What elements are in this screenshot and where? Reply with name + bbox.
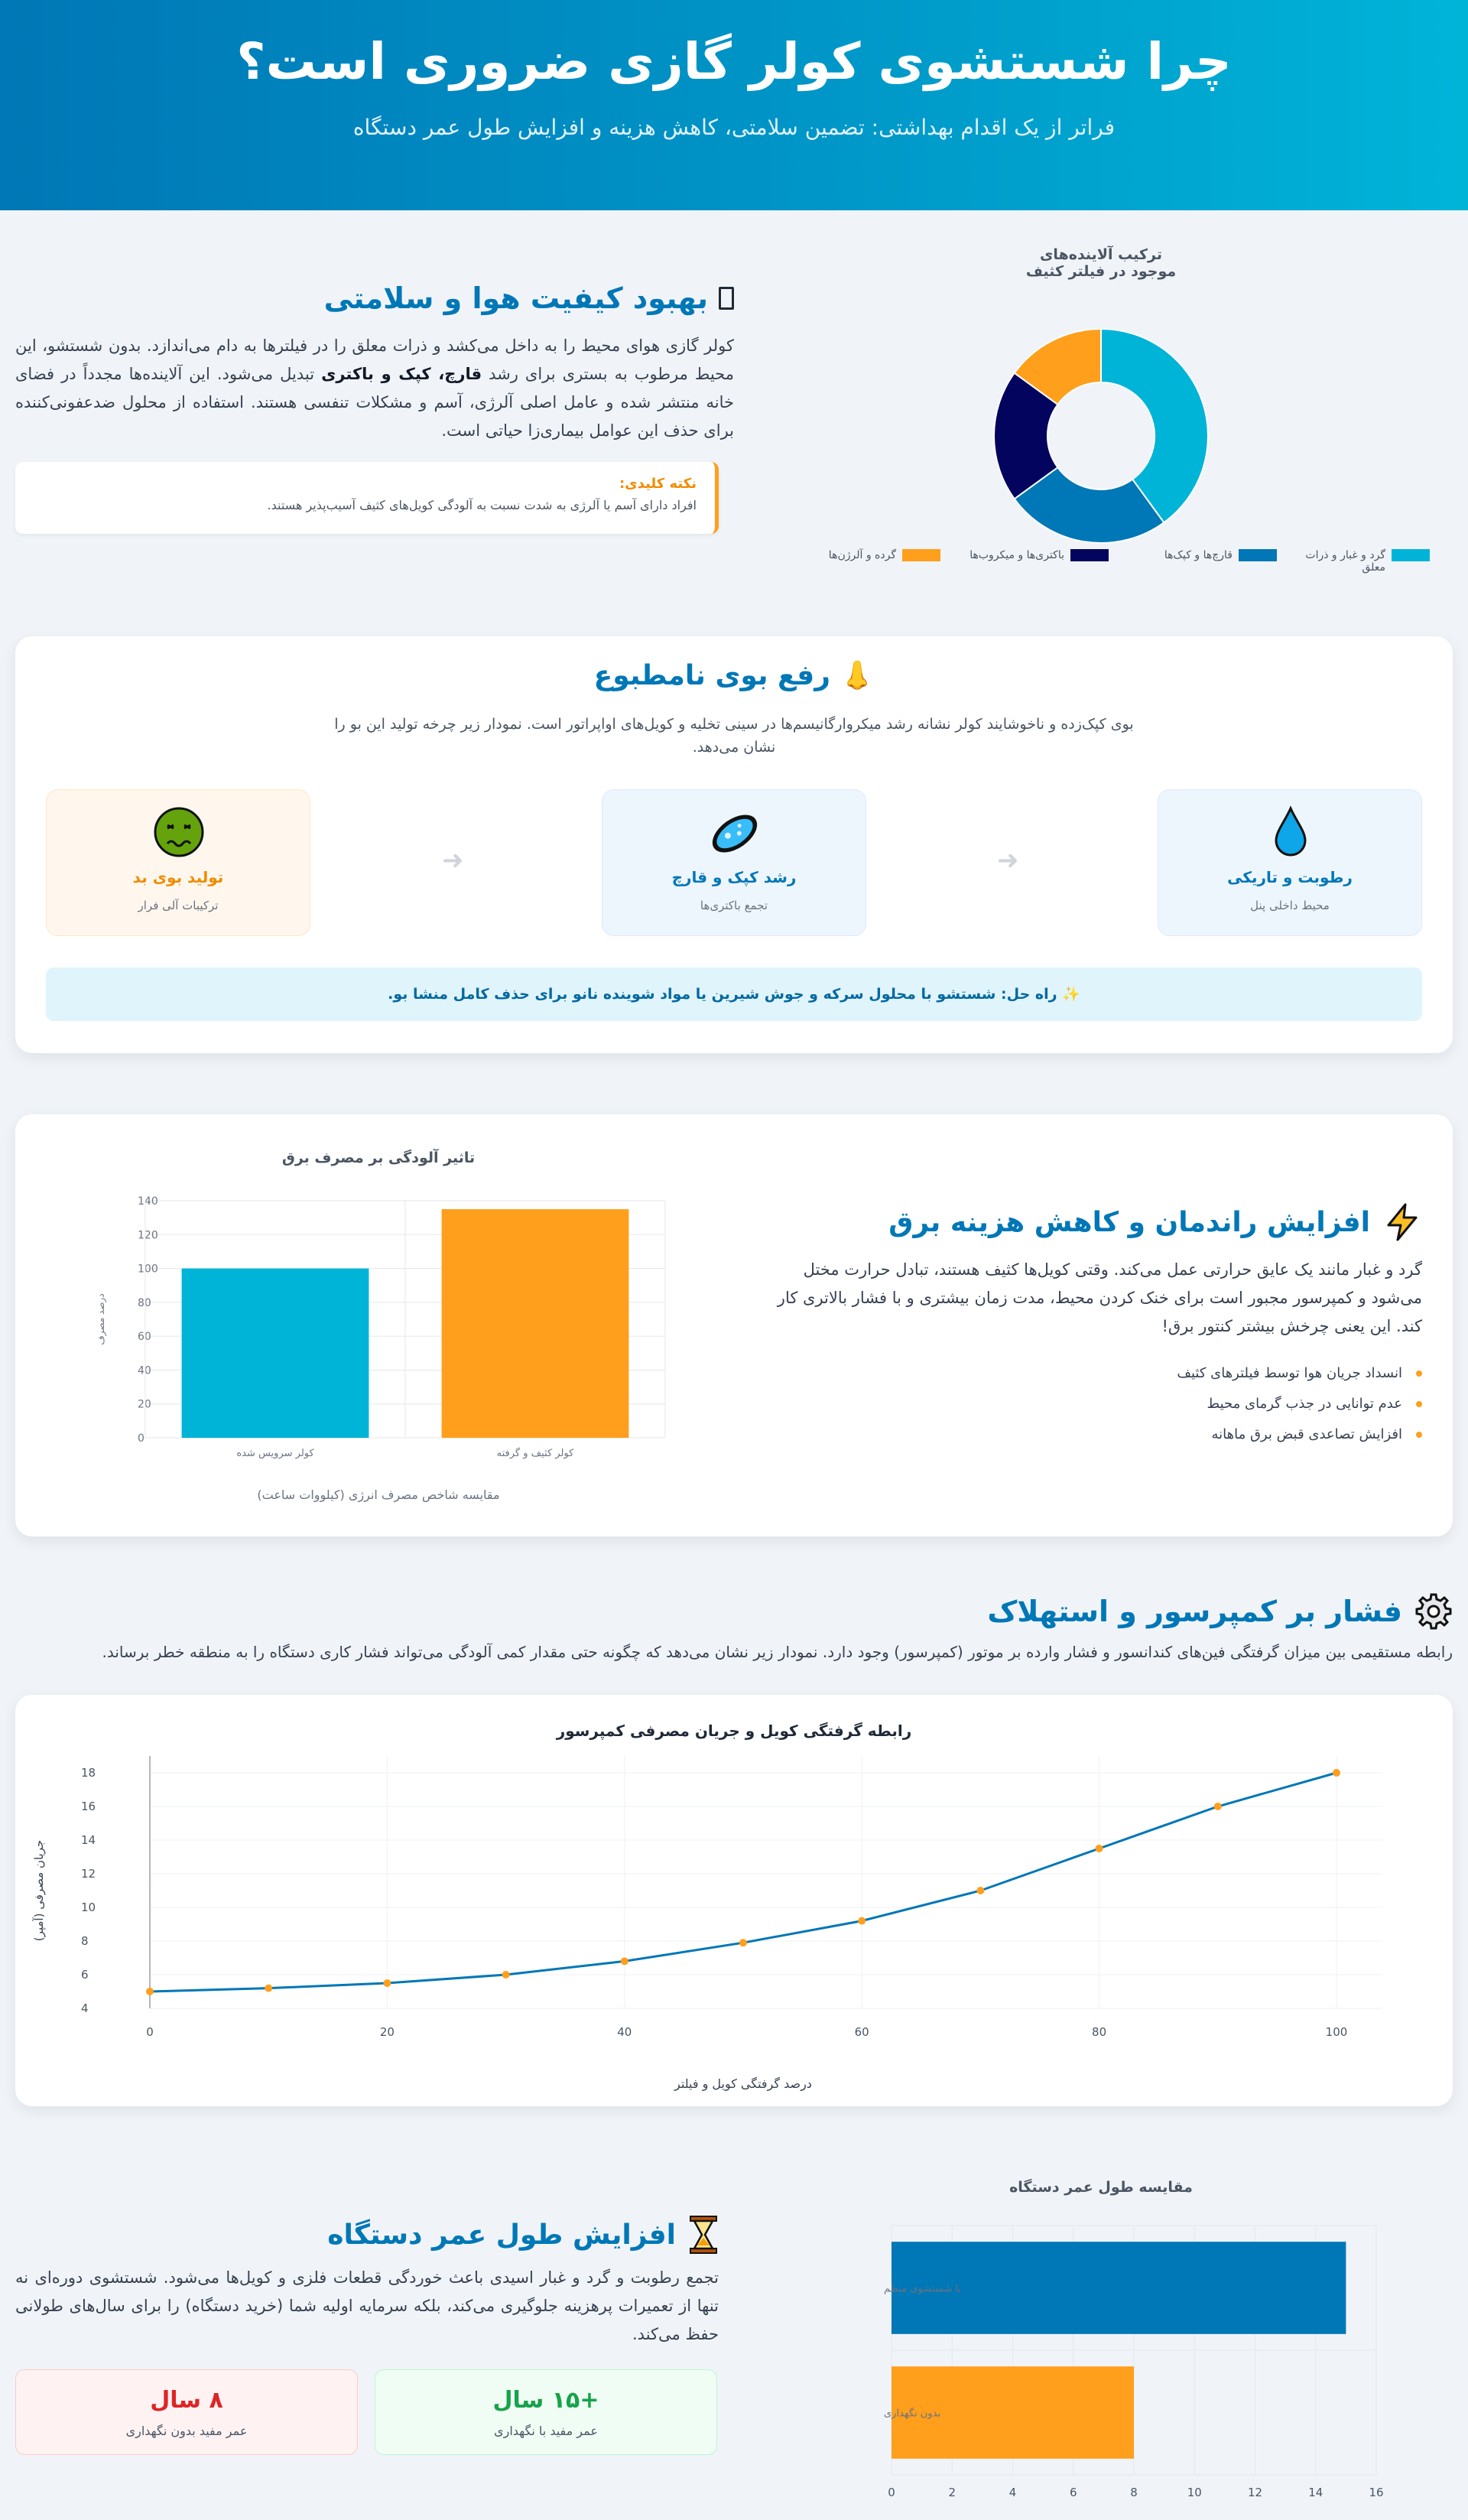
air-quality-text: کولر گازی هوای محیط را به داخل می‌کشد و ذرات معلق را در فیلترها به دام می‌اندازد. بدون شستشو، این محیط مرطوب به بستری برای رشد قارچ، کپک و باکتری تبدیل می‌شود. این آلاینده‌ها مجدداً در فضای خانه منتشر شده و عامل اصلی آلرژی، آسم و مشکلات تنفسی هستند. استفاده از محلول ضدعفونی‌کننده برای حذف این عوامل بیماری‌زا حیاتی است. [15,337,734,440]
y-tick-label: 20 [138,1398,151,1411]
data-point [146,1988,154,1995]
solution-banner: ✨ راه حل: شستشو با محلول سرکه و جوش شیرین یا مواد شوینده نانو برای حذف کامل منشا بو. [46,967,1422,1021]
legend-label: گرد و غبار و ذرات معلق [1305,549,1385,574]
x-tick-label: کولر سرویس شده [236,1448,314,1459]
hourglass-icon [688,2215,719,2255]
cycle-step-odor [46,789,310,936]
energy-bar-chart [46,1140,688,1514]
y-tick-label: 12 [81,1867,96,1881]
y-tick-label: 60 [138,1331,151,1344]
chart-title: رابطه گرفتگی کویل و جریان مصرفی کمپرسور [556,1722,912,1740]
stat-value: ۸ سال [150,2387,223,2414]
list-item: افزایش تصاعدی قبض برق ماهانه [749,1419,1422,1450]
x-tick-label: 12 [1247,2486,1263,2499]
x-tick-label: کولر کثیف و گرفته [496,1448,574,1459]
odor-title: 👃 رفع بوی نامطبوع [593,660,875,691]
x-tick-label: 80 [1092,2025,1107,2039]
x-tick-label: 0 [146,2025,154,2039]
x-tick-label: 100 [1325,2025,1348,2039]
data-point [1333,1769,1340,1777]
arrow-left-icon: ➜ [997,845,1019,876]
key-note-text: افراد دارای آسم یا آلرژی به شدت نسبت به آلودگی کویل‌های کثیف آسیب‌پذیر هستند. [267,498,697,512]
y-axis-label: درصد مصرف [96,1293,106,1345]
legend-item [963,549,1109,561]
page-subtitle: فراتر از یک اقدام بهداشتی: تضمین سلامتی، کاهش هزینه و افزایش طول عمر دستگاه [352,115,1116,140]
step-desc: تجمع باکتری‌ها [700,899,768,912]
cycle-step-mold [602,789,866,936]
legend-swatch [1392,549,1430,561]
list-item: انسداد جریان هوا توسط فیلترهای کثیف [749,1358,1422,1389]
efficiency-bullets [749,1358,1422,1450]
x-tick-label: 14 [1308,2486,1323,2499]
legend-item [1132,549,1277,561]
nose-icon: 👃 [840,660,875,691]
x-tick-label: 60 [854,2025,869,2039]
step-title: رشد کپک و قارچ [671,868,797,886]
bar [442,1209,629,1438]
x-tick-label: 16 [1369,2486,1384,2499]
step-desc: محیط داخلی پنل [1250,899,1330,912]
compressor-description: رابطه مستقیمی بین میزان گرفتگی فین‌های کندانسور و فشار وارده بر موتور (کمپرسور) وجود دارد. نمودار زیر نشان می‌دهد که چگونه حتی مقدار کمی آلودگی می‌تواند فشار کاری دستگاه را به منطقه خطر برساند. [102,1643,1453,1661]
legend-swatch [902,549,940,561]
x-tick-label: 2 [948,2486,956,2499]
stat-value: +۱۵ سال [492,2387,599,2414]
odor-description: بوی کپک‌زده و ناخوشایند کولر نشانه رشد میکروارگانیسم‌ها در سینی تخلیه و کویل‌های اواپراتور است. نمودار زیر چرخه تولید این بو را نشان می‌دهد. [334,716,1134,756]
legend-item [795,549,940,561]
x-tick-label: 10 [1187,2486,1202,2499]
step-title: تولید بوی بد [132,868,224,886]
y-tick-label: 14 [81,1833,96,1847]
legend-item [1284,549,1430,574]
y-tick-label: 0 [138,1432,145,1445]
x-tick-label: 8 [1130,2486,1138,2499]
y-tick-label: 120 [138,1229,158,1242]
y-tick-label: 18 [81,1766,96,1780]
efficiency-text: گرد و غبار مانند یک عایق حرارتی عمل می‌کند. وقتی کویل‌ها کثیف هستند، تبادل حرارت مختل می‌شود و کمپرسور مجبور است برای خنک کردن محیط، مدت زمان بیشتری و با فشار بالاتری کار کند. این یعنی چرخش بیشتر کنتور برق! [777,1260,1422,1335]
y-tick-label: 140 [138,1195,158,1208]
x-axis-label: درصد گرفتگی کویل و فیلتر [674,2076,812,2091]
legend-label: گرده و آلرژن‌ها [828,549,896,561]
y-tick-label: بدون نگهداری [884,2408,941,2420]
data-point [1214,1803,1222,1810]
efficiency-title: افزایش راندمان و کاهش هزینه برق [888,1202,1422,1242]
x-tick-label: 0 [888,2486,895,2499]
lifespan-text: تجمع رطوبت و گرد و غبار اسیدی باعث خوردگی قطعات فلزی و کویل‌ها می‌شود. شستشوی دوره‌ای نه تنها از تعمیرات پرهزینه جلوگیری می‌کند، بلکه سرمایه اولیه شما (خرید دستگاه) را برای سال‌های طولانی حفظ می‌کند. [15,2268,719,2343]
donut-chart-title: ترکیب آلاینده‌های موجود در فیلتر کثیف [1025,246,1177,280]
y-tick-label: 4 [81,2001,89,2015]
y-tick-label: 6 [81,1968,89,1982]
y-tick-label: 8 [81,1934,89,1948]
series-line [150,1773,1336,1992]
legend-label: باکتری‌ها و میکروب‌ها [969,549,1064,561]
stat-with-maintenance [375,2369,717,2455]
compressor-line-chart [15,1695,1453,2106]
y-tick-label: 40 [138,1364,151,1377]
water-drop-icon [1272,805,1310,859]
page-title: چرا شستشوی کولر گازی ضروری است؟ [236,32,1232,91]
x-axis-label: مقایسه شاخص مصرف انرژی (کیلووات ساعت) [257,1488,500,1502]
data-point [1096,1845,1103,1852]
data-point [502,1971,510,1979]
legend-swatch [1070,549,1109,561]
nauseated-face-icon [152,805,206,859]
data-point [265,1985,272,1992]
legend-label: قارچ‌ها و کپک‌ها [1164,549,1233,561]
gear-icon [1414,1592,1453,1631]
stat-label: عمر مفید بدون نگهداری [125,2424,248,2438]
box-icon [719,287,734,310]
x-tick-label: 4 [1008,2486,1017,2499]
data-point [739,1939,747,1946]
y-tick-label: 10 [81,1901,96,1914]
data-point [621,1957,628,1965]
lightning-icon [1382,1202,1422,1242]
key-note-title: نکته کلیدی: [619,476,697,492]
cycle-step-humidity [1158,789,1422,936]
chart-title: تاثیر آلودگی بر مصرف برق [281,1149,476,1166]
stat-without-maintenance [15,2369,358,2455]
lifespan-bar-chart [795,2169,1422,2505]
donut-legend [803,549,1430,580]
hero-header [0,0,1468,210]
list-item: عدم توانایی در جذب گرمای محیط [749,1389,1422,1419]
lifespan-title: افزایش طول عمر دستگاه [327,2215,719,2255]
step-desc: ترکیبات آلی فرار [138,899,219,912]
microbe-icon [706,805,763,862]
pollutant-donut-chart [986,329,1216,558]
y-tick-label: 80 [138,1296,151,1309]
y-axis-label: جریان مصرفی (آمپر) [32,1839,46,1942]
step-title: رطوبت و تاریکی [1227,868,1353,886]
bar [182,1269,369,1438]
legend-swatch [1239,549,1277,561]
x-tick-label: 6 [1069,2486,1077,2499]
stat-label: عمر مفید با نگهداری [494,2424,598,2438]
data-point [383,1979,391,1987]
x-tick-label: 20 [379,2025,395,2039]
y-tick-label: 16 [81,1800,96,1813]
y-tick-label: 100 [138,1263,158,1276]
arrow-left-icon: ➜ [442,845,464,876]
key-note-box [15,462,719,534]
chart-title: مقایسه طول عمر دستگاه [1009,2179,1193,2196]
data-point [858,1917,866,1925]
data-point [976,1887,984,1894]
air-quality-title: بهبود کیفیت هوا و سلامتی [324,281,734,315]
y-tick-label: با شستشوی منظم [884,2283,961,2295]
x-tick-label: 40 [617,2025,632,2039]
compressor-title: فشار بر کمپرسور و استهلاک [987,1592,1453,1631]
